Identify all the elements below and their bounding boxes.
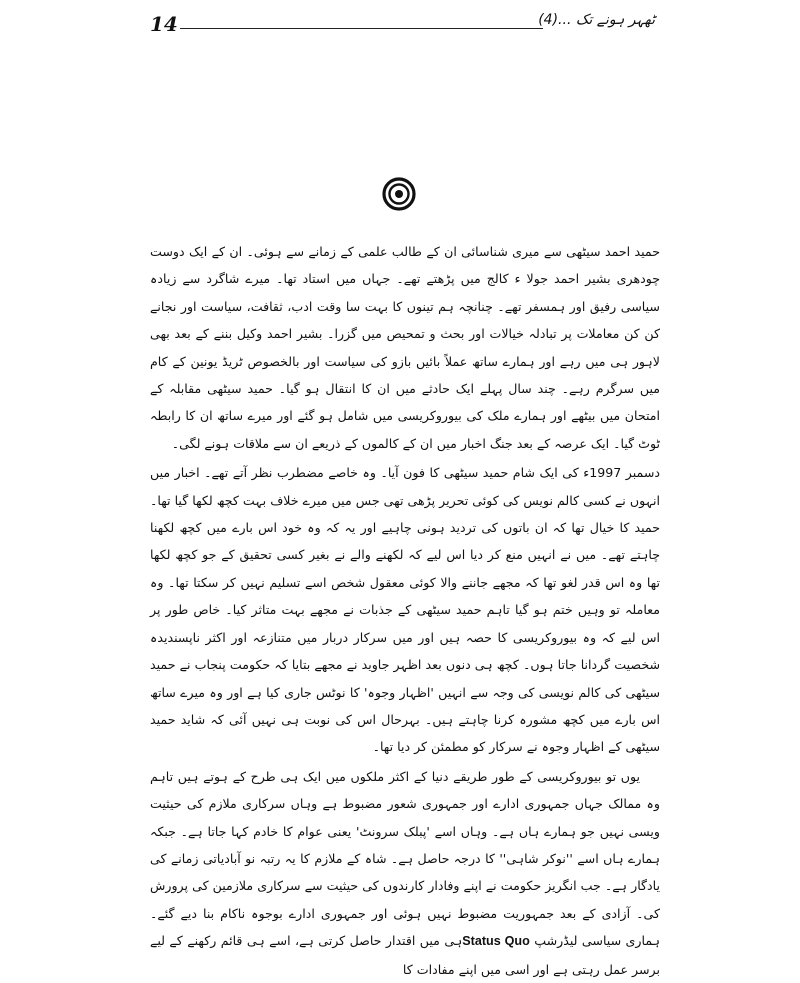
header-rule bbox=[180, 28, 543, 29]
paragraph-3-text-after: ہی میں اقتدار حاصل کرتی ہے، اسے ہی قائم رکھنے کے لیے برسر عمل رہتی ہے اور اسی میں اپنے مفادات کا bbox=[150, 933, 660, 977]
running-header-title: ٹھہر ہونے تک ...(4) bbox=[538, 12, 655, 28]
paragraph-2: دسمبر 1997ء کی ایک شام حمید سیٹھی کا فون آیا۔ وہ خاصے مضطرب نظر آتے تھے۔ اخبار میں انہوں نے کسی کالم نویس کی کوئی تحریر پڑھی تھی جس میں میرے خلاف بہت کچھ لکھا گیا تھا۔ حمید کا خیال تھا کہ ان باتوں کی تردید ہونی چاہیے اور یہ کہ وہ خود اس بارے میں کچھ لکھنا چاہتے تھے۔ میں نے انہیں منع کر دیا اس لیے کہ لکھنے والے نے بغیر کسی تحقیق کے جو کچھ لکھا تھا وہ اس قدر لغو تھا کہ مجھے جاننے والا کوئی معقول شخص اسے تسلیم نہیں کر سکتا تھا۔ وہ معاملہ تو وہیں ختم ہو گیا تاہم حمید سیٹھی کے جذبات نے مجھے بہت متاثر کیا۔ خاص طور پر اس لیے کہ وہ بیوروکریسی کا حصہ ہیں اور میں سرکار دربار میں متنازعہ اور اکثر ناپسندیدہ شخصیت گردانا جاتا ہوں۔ کچھ ہی دنوں بعد اظہر جاوید نے مجھے بتایا کہ حکومت پنجاب نے حمید سیٹھی کی کالم نویسی کی وجہ سے انہیں 'اظہار وجوہ' کا نوٹس جاری کیا ہے اور وہ میرے ساتھ اس بارے میں کچھ مشورہ کرنا چاہتے ہیں۔ بہرحال اس کی نوبت ہی نہیں آئی کہ شاید حمید سیٹھی کے اظہار وجوہ نے سرکار کو مطمئن کر دیا تھا۔ bbox=[150, 465, 660, 755]
body-text bbox=[150, 238, 660, 983]
paragraph-3 bbox=[150, 763, 660, 983]
status-quo-term: Status Quo bbox=[462, 934, 530, 949]
paragraph-1: حمید احمد سیٹھی سے میری شناسائی ان کے طالب علمی کے زمانے سے ہوئی۔ ان کے ایک دوست چودھری بشیر احمد جولا ء کالج میں پڑھتے تھے۔ جہاں میں استاد تھا۔ میرے شاگرد سے زیادہ سیاسی رفیق اور ہمسفر تھے۔ چنانچہ ہم تینوں کا بہت سا وقت ادب، ثقافت، سیاست اور نجانے کن کن معاملات پر تبادلہ خیالات اور بحث و تمحیص میں گزرا۔ بشیر احمد وکیل بننے کے بعد بھی لاہور ہی میں رہے اور ہمارے ساتھ عملاً بائیں بازو کی سیاست اور بالخصوص ٹریڈ یونین کے کام میں سرگرم رہے۔ چند سال پہلے ایک حادثے میں ان کا انتقال ہو گیا۔ حمید سیٹھی مقابلہ کے امتحان میں بیٹھے اور ہمارے ملک کی بیوروکریسی میں شامل ہو گئے اور میرے ساتھ ان کا رابطہ ٹوٹ گیا۔ ایک عرصہ کے بعد جنگ اخبار میں ان کے کالموں کے ذریعے ان سے ملاقات ہونے لگی۔ bbox=[150, 244, 660, 451]
paragraph-3-text-before: یوں تو بیوروکریسی کے طور طریقے دنیا کے اکثر ملکوں میں ایک ہی طرح کے ہوتے ہیں تاہم وہ ممالک جہاں جمہوری ادارے اور جمہوری شعور مضبوط ہے وہاں سرکاری ملازم کی حیثیت ویسی نہیں جو ہمارے ہاں ہے۔ وہاں اسے 'پبلک سرونٹ' یعنی عوام کا خادم کہا جاتا ہے۔ جبکہ ہمارے ہاں اسے ''نوکر شاہی'' کا درجہ حاصل ہے۔ شاہ کے ملازم کا یہ رتبہ نو آبادیاتی زمانے کی یادگار ہے۔ جب انگریز حکومت نے اپنے وفادار کارندوں کی حیثیت سے سرکاری ملازمین کی پرورش کی۔ آزادی کے بعد جمہوریت مضبوط نہیں ہوئی اور جمہوری ادارے بوجوہ ناکام بنا دیے گئے۔ ہماری سیاسی لیڈرشپ bbox=[150, 768, 660, 949]
concentric-circle-ornament-icon bbox=[381, 176, 417, 212]
running-header bbox=[150, 10, 655, 44]
page-number: 14 bbox=[150, 12, 178, 36]
